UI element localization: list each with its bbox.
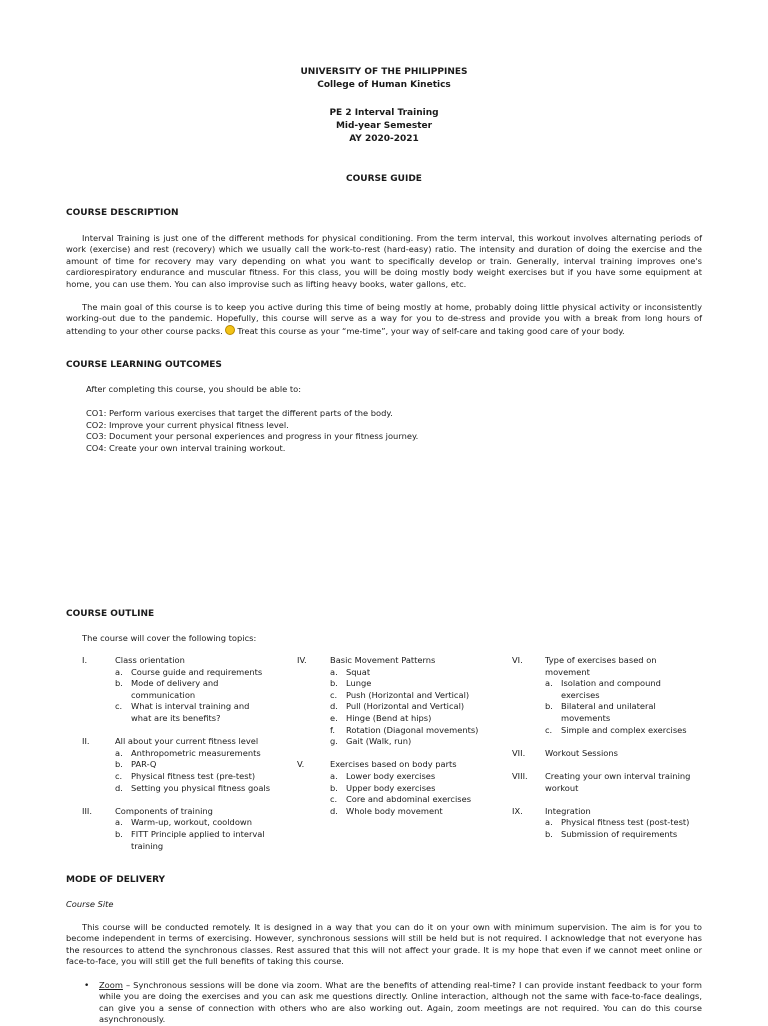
subtopic-text: Setting you physical fitness goals: [131, 782, 271, 793]
topic-title-continued: workout: [545, 782, 579, 793]
topic-number: VII.: [512, 747, 526, 758]
subtopic-text: Pull (Horizontal and Vertical): [346, 701, 465, 712]
paragraph-text-end: Treat this course as your “me-time”, your way of self-care and taking good care of your body.: [234, 325, 625, 336]
outcome-list: [86, 408, 418, 454]
subtopic-letter: a.: [330, 666, 338, 677]
topic-number: IV.: [297, 655, 307, 665]
outcomes-intro: After completing this course, you should be able to:: [86, 384, 302, 394]
subtopic-letter: f.: [330, 724, 335, 735]
topic-title: Integration: [545, 805, 591, 816]
subtopic-text: Lower body exercises: [346, 770, 436, 781]
subtopic-text-continued: exercises: [561, 689, 600, 700]
topic-title: Basic Movement Patterns: [330, 655, 436, 665]
zoom-separator: –: [122, 980, 134, 990]
zoom-description: Synchronous sessions will be done via zoom. What are the benefits of attending real-time? I can provide instant feedback to your form while you are doing the exercises and you can ask me questions directly. Online interaction, although not the same with face-to-face dealings, can give you a sense of connection with others who are also working out. Again, zoom meetings are not required. You can do this course asynchronously.: [99, 980, 702, 1025]
topic-title: Components of training: [115, 805, 213, 816]
paragraph-text: Interval Training is just one of the different methods for physical conditioning. From the term interval, this workout involves alternating periods of work (exercise) and rest (recovery) which we usually call the work-to-rest (hard-easy) ratio. The intensity and duration of doing the exercise and the amount of time for recovery may vary depending on what you want to specifically develop or train. Generally, interval training improves one's cardiorespiratory endurance and muscular fitness. For this class, you will be doing mostly body weight exercises but if you have some equipment at home, you can use them. You can also improvise such as lifting heavy books, water gallons, etc.: [66, 233, 702, 289]
topic-number: VIII.: [512, 770, 528, 781]
topic-title: Workout Sessions: [545, 747, 618, 758]
subtopic-letter: d.: [115, 782, 123, 793]
subtopic-text: FITT Principle applied to interval: [131, 828, 265, 839]
subtopic-text: Gait (Walk, run): [346, 736, 412, 747]
subtopic-letter: b.: [115, 678, 123, 689]
subtopic-letter: b.: [330, 678, 338, 689]
course-site-subheading: Course Site: [66, 899, 114, 909]
subtopic-text: Whole body movement: [346, 805, 443, 816]
college-name: College of Human Kinetics: [317, 80, 451, 90]
topic-number: IX.: [512, 805, 523, 816]
delivery-paragraph: [66, 922, 702, 968]
subtopic-letter: d.: [330, 805, 338, 816]
topic-number: II.: [82, 736, 90, 747]
subtopic-text: Mode of delivery and: [131, 678, 219, 689]
topic-number: III.: [82, 805, 92, 816]
semester: Mid-year Semester: [335, 121, 433, 131]
learning-outcomes-heading: COURSE LEARNING OUTCOMES: [66, 360, 222, 370]
subtopic-text: Squat: [346, 666, 371, 677]
subtopic-text: What is interval training and: [131, 701, 250, 712]
subtopic-text: PAR-Q: [131, 759, 157, 770]
subtopic-letter: c.: [330, 794, 338, 805]
subtopic-text: Submission of requirements: [561, 828, 678, 839]
course-description-p1: [66, 233, 702, 290]
subtopic-letter: a.: [545, 678, 553, 689]
smiley-icon: [225, 325, 235, 335]
topic-number: V.: [297, 759, 305, 770]
topic-title: All about your current fitness level: [115, 736, 259, 747]
bullet-icon: •: [84, 981, 90, 991]
subtopic-text: Lunge: [346, 678, 372, 689]
subtopic-letter: a.: [115, 817, 123, 828]
subtopic-letter: c.: [545, 724, 553, 735]
course-title: PE 2 Interval Training: [329, 108, 439, 118]
subtopic-text: Warm-up, workout, cooldown: [131, 817, 252, 828]
subtopic-letter: b.: [545, 828, 553, 839]
subtopic-letter: c.: [330, 689, 338, 700]
document-title: COURSE GUIDE: [346, 174, 422, 184]
subtopic-letter: b.: [115, 759, 123, 770]
subtopic-text-continued: communication: [131, 689, 196, 700]
subtopic-letter: b.: [330, 782, 338, 793]
subtopic-letter: b.: [545, 701, 553, 712]
subtopic-text: Push (Horizontal and Vertical): [346, 689, 470, 700]
subtopic-letter: d.: [330, 701, 338, 712]
subtopic-letter: c.: [115, 770, 123, 781]
topic-title-continued: movement: [545, 666, 590, 677]
subtopic-text: Upper body exercises: [346, 782, 436, 793]
topic-title: Exercises based on body parts: [330, 759, 457, 770]
subtopic-text-continued: training: [131, 840, 164, 851]
outcome-item: CO1: Perform various exercises that target the different parts of the body.: [86, 408, 393, 418]
topic-title: Type of exercises based on: [545, 655, 657, 665]
subtopic-letter: a.: [115, 666, 123, 677]
subtopic-letter: a.: [330, 770, 338, 781]
course-outline-heading: COURSE OUTLINE: [66, 609, 155, 619]
subtopic-letter: a.: [545, 817, 553, 828]
subtopic-letter: g.: [330, 736, 338, 747]
subtopic-text: Isolation and compound: [561, 678, 661, 689]
subtopic-text: Physical fitness test (pre-test): [131, 770, 256, 781]
topic-title: Class orientation: [115, 655, 185, 665]
topic-number: I.: [82, 655, 88, 665]
zoom-bullet-item: [99, 980, 702, 1026]
mode-of-delivery-heading: MODE OF DELIVERY: [66, 875, 166, 885]
subtopic-text-continued: movements: [561, 712, 611, 723]
subtopic-letter: e.: [330, 712, 338, 723]
subtopic-text-continued: what are its benefits?: [131, 712, 221, 723]
subtopic-text: Core and abdominal exercises: [346, 794, 472, 805]
subtopic-letter: a.: [115, 747, 123, 758]
subtopic-text: Rotation (Diagonal movements): [346, 724, 479, 735]
subtopic-text: Anthropometric measurements: [131, 747, 261, 758]
university-name: UNIVERSITY OF THE PHILIPPINES: [300, 67, 468, 77]
outcome-item: CO2: Improve your current physical fitness level.: [86, 419, 289, 430]
subtopic-text: Physical fitness test (post-test): [561, 817, 690, 828]
paragraph-text: The main goal of this course is to keep you active during this time of being mostly at home, probably doing little physical activity or inconsistently working-out due to the pandemic. Hopefully, this course will serve as a way for you to de-stress and provide you with a break from long hours of attending to your other course packs.: [66, 302, 702, 336]
subtopic-letter: c.: [115, 701, 123, 712]
zoom-label: Zoom: [99, 980, 123, 990]
outcome-item: CO4: Create your own interval training workout.: [86, 442, 286, 453]
subtopic-text: Course guide and requirements: [131, 666, 263, 677]
outline-intro: The course will cover the following topics:: [82, 633, 257, 643]
topic-title: Creating your own interval training: [545, 770, 691, 781]
subtopic-text: Hinge (Bend at hips): [346, 712, 432, 723]
topic-number: VI.: [512, 655, 523, 665]
academic-year: AY 2020-2021: [349, 134, 419, 144]
course-description-p2: [66, 302, 702, 337]
outcome-item: CO3: Document your personal experiences and progress in your fitness journey.: [86, 431, 419, 442]
subtopic-text: Bilateral and unilateral: [561, 701, 656, 712]
paragraph-text: This course will be conducted remotely. It is designed in a way that you can do it on your own with minimum supervision. The aim is for you to become independent in terms of exercising. However, synchronous sessions will still be held but is not required. I acknowledge that not everyone has the resources to attend the synchronous classes. Rest assured that this will not affect your grade. It is my hope that even if we cannot meet online or face-to-face, you will still get the full benefits of taking this course.: [66, 922, 702, 967]
course-description-heading: COURSE DESCRIPTION: [66, 208, 179, 218]
subtopic-letter: b.: [115, 828, 123, 839]
subtopic-text: Simple and complex exercises: [561, 724, 687, 735]
